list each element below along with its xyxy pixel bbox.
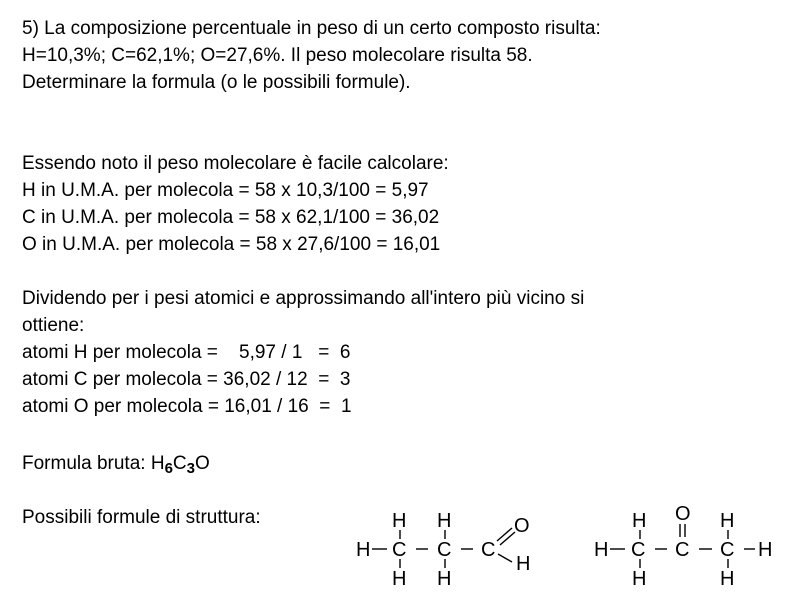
aldehyde-double-bond-a: [497, 528, 512, 541]
formula-element-o: O: [194, 453, 210, 474]
ketone-c-2: C: [675, 539, 690, 561]
aldehyde-h-bottom-1: H: [392, 568, 407, 590]
ketone-o: O: [675, 503, 691, 525]
aldehyde-h-top-1: H: [392, 510, 407, 532]
uma-h-line: H in U.M.A. per molecola = 58 x 10,3/100 = 5,97: [22, 180, 429, 201]
ketone-h-bottom-3: H: [720, 568, 735, 590]
aldehyde-bond-ch: [498, 554, 512, 562]
atoms-o-line: atomi O per molecola = 16,01 / 16 = 1: [22, 396, 352, 417]
ketone-structure: [594, 503, 772, 590]
formula-subscript-h: 6: [164, 460, 173, 477]
formula-element-c: C: [172, 453, 187, 474]
aldehyde-h-right: H: [516, 553, 531, 575]
formula-label: Formula bruta:: [22, 453, 151, 474]
atoms-c-line: atomi C per molecola = 36,02 / 12 = 3: [22, 369, 351, 390]
aldehyde-h-bottom-2: H: [437, 568, 452, 590]
ketone-h-bottom-1: H: [632, 568, 647, 590]
formula-subscript-c: 3: [186, 460, 195, 477]
aldehyde-o: O: [514, 515, 530, 537]
ketone-h-right: H: [758, 539, 773, 561]
aldehyde-c-2: C: [437, 539, 452, 561]
problem-line-2: H=10,3%; C=62,1%; O=27,6%. Il peso molecolare risulta 58.: [22, 45, 533, 66]
ketone-h-left: H: [594, 539, 609, 561]
problem-line-3: Determinare la formula (o le possibili formule).: [22, 72, 411, 93]
uma-intro: Essendo noto il peso molecolare è facile calcolare:: [22, 153, 449, 174]
formula-element-h: H: [150, 453, 165, 474]
aldehyde-structure: [356, 510, 530, 590]
structures-label: Possibili formule di struttura:: [22, 507, 261, 528]
aldehyde-h-top-2: H: [437, 510, 452, 532]
problem-line-1: 5) La composizione percentuale in peso di un certo composto risulta:: [22, 18, 601, 39]
ketone-c-1: C: [631, 539, 646, 561]
ketone-c-3: C: [720, 539, 735, 561]
aldehyde-h-left: H: [356, 539, 371, 561]
ketone-h-top-1: H: [632, 510, 647, 532]
aldehyde-c-1: C: [392, 539, 407, 561]
aldehyde-c-3: C: [481, 539, 496, 561]
ketone-h-top-3: H: [720, 510, 735, 532]
atoms-intro-2: ottiene:: [22, 315, 85, 336]
uma-c-line: C in U.M.A. per molecola = 58 x 62,1/100 = 36,02: [22, 207, 440, 228]
atoms-intro-1: Dividendo per i pesi atomici e approssimando all'intero più vicino si: [22, 288, 585, 309]
aldehyde-double-bond-b: [500, 532, 515, 545]
uma-o-line: O in U.M.A. per molecola = 58 x 27,6/100 = 16,01: [22, 234, 441, 255]
atoms-h-line: atomi H per molecola = 5,97 / 1 = 6: [22, 342, 351, 363]
